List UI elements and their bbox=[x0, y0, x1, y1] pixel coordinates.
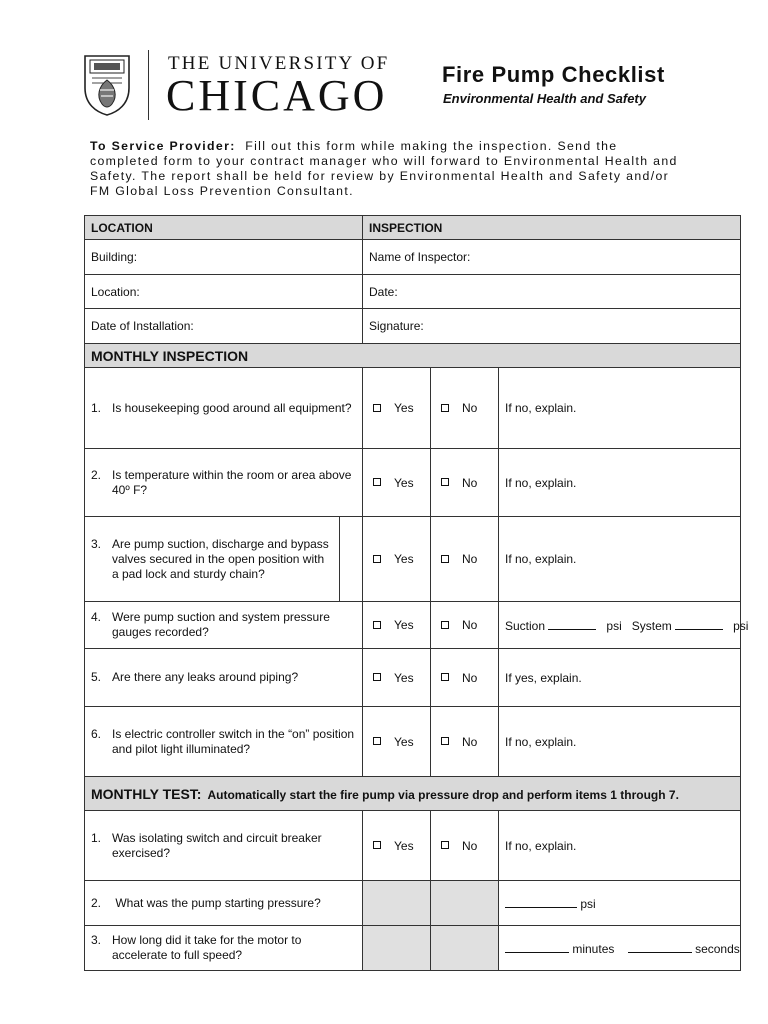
question-number: 2. bbox=[91, 467, 102, 482]
question-number: 3. bbox=[91, 933, 102, 947]
yes-option[interactable]: Yes bbox=[363, 368, 431, 449]
checklist-form bbox=[84, 215, 749, 971]
acceleration-time: minutes seconds bbox=[499, 926, 741, 971]
explain-field[interactable]: If no, explain. bbox=[499, 517, 741, 602]
checkbox-icon[interactable] bbox=[373, 841, 381, 849]
university-name-line1: THE UNIVERSITY OF bbox=[168, 53, 390, 74]
monthly-test-subtitle: Automatically start the fire pump via pressure drop and perform items 1 through 7. bbox=[207, 787, 679, 802]
no-option[interactable]: No bbox=[431, 707, 499, 777]
intro-line-2: completed form to your contract manager who will forward to Environmental Health and bbox=[90, 154, 678, 168]
table-row bbox=[85, 649, 741, 707]
checkbox-icon[interactable] bbox=[441, 673, 449, 681]
page-title: Fire Pump Checklist bbox=[442, 62, 665, 87]
pressure-readings: Suction psi System psi bbox=[499, 602, 741, 649]
monthly-test-title: MONTHLY TEST: bbox=[91, 785, 202, 802]
checkbox-icon[interactable] bbox=[441, 737, 449, 745]
installation-date-field[interactable]: Date of Installation: bbox=[85, 309, 363, 344]
table-row bbox=[85, 517, 741, 602]
yes-option[interactable]: Yes bbox=[363, 602, 431, 649]
question-text: What was the pump starting pressure? bbox=[112, 895, 321, 910]
question-number: 2. bbox=[91, 895, 102, 910]
no-option[interactable]: No bbox=[431, 517, 499, 602]
explain-field[interactable]: If no, explain. bbox=[499, 449, 741, 517]
page-header bbox=[82, 48, 722, 128]
section-header-row bbox=[85, 777, 741, 811]
question-text: Were pump suction and system pressure gauges recorded? bbox=[112, 610, 330, 639]
question-number: 1. bbox=[91, 830, 102, 845]
yes-option[interactable]: Yes bbox=[363, 707, 431, 777]
section-header-row bbox=[85, 344, 741, 368]
no-option[interactable]: No bbox=[431, 602, 499, 649]
starting-pressure: psi bbox=[499, 881, 741, 926]
explain-field[interactable]: If yes, explain. bbox=[499, 649, 741, 707]
disabled-cell bbox=[431, 926, 499, 971]
date-field[interactable]: Date: bbox=[363, 275, 741, 309]
system-psi-blank[interactable] bbox=[675, 618, 723, 630]
yes-option[interactable]: Yes bbox=[363, 811, 431, 881]
minutes-blank[interactable] bbox=[505, 941, 569, 953]
intro-paragraph bbox=[90, 139, 730, 199]
question-number: 3. bbox=[91, 536, 102, 551]
location-header: LOCATION bbox=[85, 216, 363, 240]
suction-psi-blank[interactable] bbox=[548, 618, 596, 630]
explain-field[interactable]: If no, explain. bbox=[499, 811, 741, 881]
university-name-line2: CHICAGO bbox=[166, 71, 388, 120]
disabled-cell bbox=[431, 881, 499, 926]
yes-option[interactable]: Yes bbox=[363, 449, 431, 517]
explain-field[interactable]: If no, explain. bbox=[499, 707, 741, 777]
disabled-cell bbox=[363, 881, 431, 926]
table-row bbox=[85, 707, 741, 777]
checkbox-icon[interactable] bbox=[441, 404, 449, 412]
question-text: Is housekeeping good around all equipment? bbox=[112, 400, 352, 415]
intro-lead: To Service Provider: bbox=[90, 139, 236, 153]
question-number: 6. bbox=[91, 726, 102, 741]
signature-field[interactable]: Signature: bbox=[363, 309, 741, 344]
building-field[interactable]: Building: bbox=[85, 240, 363, 275]
checkbox-icon[interactable] bbox=[373, 404, 381, 412]
checkbox-icon[interactable] bbox=[441, 478, 449, 486]
info-header-row bbox=[85, 216, 741, 240]
checkbox-icon[interactable] bbox=[441, 841, 449, 849]
table-row bbox=[85, 602, 741, 649]
no-option[interactable]: No bbox=[431, 449, 499, 517]
info-row bbox=[85, 275, 741, 309]
question-text: Are pump suction, discharge and bypass valves secured in the open position with a pad lock and sturdy chain? bbox=[112, 536, 329, 581]
info-row bbox=[85, 309, 741, 344]
page-subtitle: Environmental Health and Safety bbox=[443, 91, 646, 106]
starting-psi-blank[interactable] bbox=[505, 896, 577, 908]
question-text: Is temperature within the room or area above 40º F? bbox=[112, 467, 352, 497]
checkbox-icon[interactable] bbox=[441, 555, 449, 563]
seconds-blank[interactable] bbox=[628, 941, 692, 953]
table-row bbox=[85, 811, 741, 881]
header-divider bbox=[148, 50, 149, 120]
disabled-cell bbox=[363, 926, 431, 971]
no-option[interactable]: No bbox=[431, 649, 499, 707]
explain-field[interactable]: If no, explain. bbox=[499, 368, 741, 449]
checkbox-icon[interactable] bbox=[373, 555, 381, 563]
monthly-inspection-title: MONTHLY INSPECTION bbox=[91, 347, 249, 364]
inspection-header: INSPECTION bbox=[363, 216, 741, 240]
question-text: Is electric controller switch in the “on” position and pilot light illuminated? bbox=[112, 726, 355, 756]
question-text: How long did it take for the motor to accelerate to full speed? bbox=[112, 933, 302, 962]
yes-option[interactable]: Yes bbox=[363, 649, 431, 707]
checkbox-icon[interactable] bbox=[373, 621, 381, 629]
table-row bbox=[85, 881, 741, 926]
table-row bbox=[85, 449, 741, 517]
checkbox-icon[interactable] bbox=[373, 673, 381, 681]
question-number: 4. bbox=[91, 610, 102, 624]
intro-line-4: FM Global Loss Prevention Consultant. bbox=[90, 184, 354, 198]
question-number: 1. bbox=[91, 400, 102, 415]
table-row bbox=[85, 926, 741, 971]
inspector-name-field[interactable]: Name of Inspector: bbox=[363, 240, 741, 275]
question-text: Are there any leaks around piping? bbox=[112, 670, 299, 684]
yes-option[interactable]: Yes bbox=[363, 517, 431, 602]
no-option[interactable]: No bbox=[431, 811, 499, 881]
location-field[interactable]: Location: bbox=[85, 275, 363, 309]
question-number: 5. bbox=[91, 670, 102, 684]
university-seal-icon bbox=[82, 54, 132, 116]
checkbox-icon[interactable] bbox=[441, 621, 449, 629]
checkbox-icon[interactable] bbox=[373, 478, 381, 486]
info-row bbox=[85, 240, 741, 275]
intro-line-1: Fill out this form while making the inspection. Send the bbox=[245, 139, 618, 153]
checkbox-icon[interactable] bbox=[373, 737, 381, 745]
question-text: Was isolating switch and circuit breaker exercised? bbox=[112, 830, 322, 860]
no-option[interactable]: No bbox=[431, 368, 499, 449]
table-row bbox=[85, 368, 741, 449]
intro-line-3: Safety. The report shall be held for review by Environmental Health and Safety and/or bbox=[90, 169, 670, 183]
